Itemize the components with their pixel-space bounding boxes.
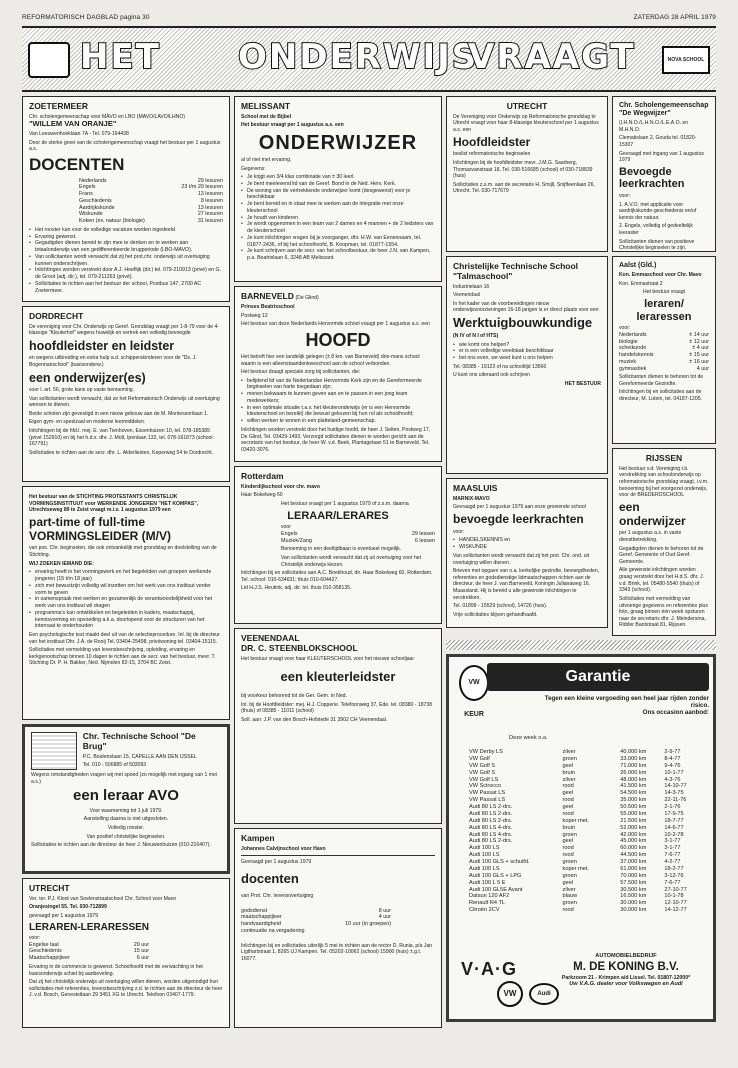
car-row: Audi 80 LS 2-drs. geel 45.000 km 3-1-77 [469, 838, 681, 845]
car-row: VW Scirocco rood 41.500 km 14-10-77 [469, 783, 687, 790]
car-row: VW Golf S geel 71.000 km 9-4-76 [469, 762, 681, 769]
car-row: Audi 80 LS 2-drs. geel 50.500 km 2-1-76 [469, 804, 681, 810]
car-row: Audi 80 LS 2-drs. koper met. 21.500 km 18-7-77 [469, 817, 684, 824]
car-row: Audi 80 LS 2-drs. rood 55.000 km 17-9-75 [469, 810, 684, 817]
ad-capelle: Chr. Technische School "De Brug" P.C. Boutenslaan 15, CAPELLE AAN DEN IJSSEL Tel. 010 - 506885 of 503093 Wegens omstandigheden vragen wij met spoed (zo mogelijk met ingang van 1 mei a.s.) een leraar AVO Voor waarneming tot 1 juli 1979. Aanstelling daarna is niet uitgesloten. Volledig rooster. Van positief christelijke beginselen. Sollicitaties te richten aan de directeur de heer J. Nieuwenhuizen (010-216407). [22, 724, 230, 874]
bullet-list: • Het rooster kan voor de volledige vacature worden ingedeeld • Ervaring gewenst. • Gegadigden dienen bereid te zijn mee te denken en te werken aan totaalonderwijs van een gedifferentieerde brugperiode (LBO-MAVO). • Van sollicitanten wordt verwacht dat zij het prot.chr. onderwijs uit overtuiging kunnen onderschrijven. • Inlichtingen worden verstrekt door A.J. Hoeflijk (dir.) tel. 079-210913 (privé) en G. de Groot (adj. dir.), tel. 079-211263 (privé). • Sollicitaties te richten aan het bestuur der school, Postbus 147, 2700 AC Zoetermeer. [29, 227, 223, 295]
car-list [469, 749, 709, 914]
ad-dordrecht: DORDRECHT De vereniging voor Chr. Onderwijs op Geref. Grondslag vraagt per 1-8-79 voor de 4-klassige "Kleuterhof" wegens huwelijk en vertrek een volledig bevoegde hoofdleidster en leidster en wegens uitbreiding en extra hulp a.d. schipperskinderen voor de "Ds. J. Bogermanschool" (basisonderw.) een onderwijzer(es) voor l. art. 56, grote kans op vaste benoeming. Van sollicitanten wordt verwacht, dat ze het Reformatorisch Onderwijs uit overtuiging wensen te dienen. Beide scholen zijn gevestigd in een nieuw gebouw aan de M. Montessorilaan 1. Eigen gym- en speelzaal en moderne leermiddelen. Inlichtingen bij de hfd.l. mej. E. van Tienhoven, Essenhuizen 10, tel. 078-185385 (privé 152910) en bij het h.d.s. dhr. J. Molt, Ipenlaan 132, tel. 078-161873 (school 167791) Sollicitaties te richten aan de secr. dhr. L. Alderliesten, Keperweg 54 te Dordrecht. [22, 306, 230, 482]
masthead-word-vraagt: VRAAGT [468, 37, 636, 77]
ad-talmaschool: Christelijke Technische School "Talmaschool" Industrielaan 16 Veenendaal In het kader van de voorbereidingen nieuw onderwijsvoorzieningen 16-18 jarigen is er direct plaats voor een Werktuigbouwkundige (N IV of N I of HTS) • wie komt ons helpen? • er is een volledige weektaak beschikbaar • bel ons even, we weet kunt u ons helpen Tel. 08385 - 19123 of na schooltijd 13566 U kunt ons uiteraard ook schrijven HET BESTUUR [446, 256, 608, 474]
vw-keur-logo-icon: VW KEUR [459, 665, 489, 701]
ad-maasluis: MAASLUIS MARNIX-MAVO Gevraagd per 1 augustus 1979 aan onze groeiende school bevoegde leerkrachten voor: • HANDELSKENNIS en • WISKUNDE Van sollicitanten wordt verwacht dat zij het prot. Chr. ond. uit overtuiging willen dienen. Brieven met opgave van o.a. kerkelijke gezindte, bevoegdheden, referenties en godsdienstige lidmaatschappen richten aan de directeur, de heer J. van Barneveld, Koningin Julianaweg 16, Maassland. Hij is bereid u alle gewenste inlichtingen te verstrekken. Tel. 01899 - 15529 (school), 14726 (huis). Vrije sollicitaties blijven gehandhaafd. [446, 478, 608, 628]
ad-wegwijzer: Chr. Scholengemeenschap "De Wegwijzer" (I.H.N.O./L.H.N.O./L.E.A.O. en M.H.N.O. Clematislaan 2, Gouda tel. 01820-15307 Gevraagd met ingang van 1 augustus 1979 Bevoegde leerkrachten voor: 1. A.V.O. met applicatie voor aardrijkskunde-geschiedenis en/of kennis der natuur. 2. Engels, volledig of gedeeltelijk leeraster Sollicitanten dienen van positieve Christelijke beginselen te zijn. [612, 96, 716, 252]
ad-barneveld: BARNEVELD (De Glind) Prinses Beatrixschool Postweg 13 Het bestuur van deze Nederlands Hervormde school vraagt per 1 augustus a.s. een HOOFD Het betreft hier een landelijk gelegen (± 8 km. van Barneveld) drie-mans school waarin is een alleenstaandenkweschool aan de school verbonden. Het bestuur draagt speciale zorg bij sollicitanten, die: • belijdend lid van de Nederlandse Hervormde Kerk zijn en de Gereformeerde beginselen van harte toegedaan zijn; • menen bekwaam te kunnen geven aan en te passen in een jong team medewerkers; • in een optimale situatie t.a.v. het kleuteronderwijs (er is een Hervormde kleuterschool en bereikt) die bewust gekozen bij hun rol als schoolhoofd; • willen werken te wonen in een platteland-gemeenschap. Inlichtingen worden verstrekt door het huidige hoofd, de heer J. Selten, Postweg 17, De Glind, Tel. 03429-1493. Verzorgd sollicitaties dienen te worden gericht aan de secretaris van het bestuur, de heer W. v.d. Beek, Plantagelaan 51 te Barneveld. Tel. 03420-3076. [234, 286, 442, 462]
ad-garage-koning: VW KEUR Garantie Tegen een kleine vergoeding een heel jaar rijden zonder risico. Ons occasion aanbod: Deze week o.a. VW Derby LS zilver 40.000 km 2-9-77 VW Golf groen 33.000 km 8-4-77 VW Golf S geel 71.000 km 9-4-76 VW Golf S bruin 26.000 km 10-1-77 VW Golf LS zilver 48.000 km 4-3-76 VW Scirocco rood 41.500 km 14-10-77 VW Passat LS geel 54.500 km 14-3-75 VW Passat LS rood 35.000 km 22-11-76 Audi 80 LS 2-drs. geel 50.500 km 2-1-76 Audi 80 LS 2-drs. rood 55.000 km 17-9-75 Audi 80 LS 2-drs. koper met. 21.500 km 18-7-77 Audi 80 LS 4-drs. bruin 52.000 km 14-6-77 Audi 80 LS 4-drs. groen 42.000 km 10-2-78 Audi 80 LS 2-drs. geel 45.000 km 3-1-77 Audi 100 LS rood 60.000 km 3-1-77 Audi 100 LS rood 44.500 km 7-6-77 Audi 100 GLS + schuifd. groen 37.000 km 4-2-77 Audi 100 LS koper met. 61.000 km 18-2-77 Audi 100 GLS + LPG groen 70.000 km 3-12-76 Audi 100 L 5 E geel 57.500 km 7-6-77 Audi 100 GL5E Avant zilver 30.500 km 27-10-77 Datsun 120 AF2 blauw 16.500 km 10-1-78 Renault R4 TL groen 30.000 km 12-10-77 Citroën 2CV rood 30.000 km 14-12-77 V·A·G VW Audi AUTOMOBIELBEDRIJF M. DE KONING B.V. Parkzoom 21 - Krimpen a/d Lissel. Tel. 01807-12000* Uw V.A.G. dealer voor Volkswagen en Audi [446, 654, 716, 1022]
car-row: Audi 100 GLS + LPG groen 70.000 km 3-12-76 [469, 872, 684, 879]
ad-kampen: Kampen Johannes Calvijnschool voor Havo Gevraagd per 1 augustus 1979 docenten van Prot. Chr. levensovertuiging godsdienst 8 uur maatschappijleer 4 uur handvaardigheid 10 uur (in groepen) continuatie na vergadering Inlichtingen bij en sollicitaties uiterlijk 5 mei te richten aan de rector D. Runia, p/a Jan Ligthartstraat 1, 8265 UJ Kampen. Tel. 05202-10062 (school) 15900 (huis) ±.g.t. 16077. [234, 828, 442, 1028]
masthead-word-het: HET [80, 37, 161, 77]
car-row: VW Golf LS zilver 48.000 km 4-3-76 [469, 776, 681, 783]
car-row: Audi 100 GL5E Avant zilver 30.500 km 27-10-77 [469, 886, 687, 893]
car-row: VW Passat LS rood 35.000 km 22-11-76 [469, 797, 687, 804]
ad-city: ZOETERMEER [29, 101, 89, 111]
divider-stripe [446, 640, 716, 650]
car-row: VW Derby LS zilver 40.000 km 2-9-77 [469, 749, 681, 755]
ad-utrecht-mavo: UTRECHT Ver. ter. P.J. Kloot van Soelenstraatschool Chr. School voor Mavo Oranjesingel 55. Tel. 030-712899 gevraagd per 1 augustus 1979 LERAREN-LERARESSEN voor: Engelse taal 29 uur Geschiedenis 15 uur Maatschappijleer 6 uur Ervaring in de commercie is gewenst. Schoolhoofd met de verwachting in het basisonderwijs schiet bij aanbeveling. Dat zij het christelijk onderwijs uit overtuiging willen dienen, worden uitgenodigd hun sollicitaties met referenties, levensbeschrijving z.d. te richten aan de directeur de heer J. v.d. Bosch, Genestetlaan 29 3451 XG te Utrecht. Telefoon 03407-1779. [22, 878, 230, 1028]
vw-logo-icon: VW [497, 981, 523, 1007]
car-row: Audi 100 LS rood 44.500 km 7-6-77 [469, 852, 681, 859]
car-row: Citroën 2CV rood 30.000 km 14-12-77 [469, 907, 687, 914]
car-row: Renault R4 TL groen 30.000 km 12-10-77 [469, 900, 687, 907]
scroll-icon [28, 42, 70, 78]
ad-aalst: Aalst (Gld.) Kon. Emmaschool voor Chr. Mavo Kon. Emmastraat 2 Het bestuur vraagt leraren/ leraressen voor: Nederlands ± 14 uur biologie ± 12 uur scheikunde ± 4 uur handelskennis ± 15 uur muziek ± 16 uur gymnastiek 4 uur Sollicitanten dienen te behoren tot de Gereformeerde Gezindte. Inlichtingen bij en sollicitaties aan de directeur, M. Lutein, tel. 04187-1205. [612, 256, 716, 444]
page-header [22, 14, 716, 24]
ad-utrecht-kleuterschool: UTRECHT De Vereniging voor Onderwijs op Reformatorische grondslag te Utrecht vraagt voor haar 8-klassige kleuterschool per 1 augustus a.s. een Hoofdleidster beslist reformatorische beginselen Inlichtingen bij de hoofdleidster mevr. J.M.G. Saarberg, Thomasvanstraat 18, Tel. 030-516685 (school) of 030-718839 (huis) Sollicitaties z.s.m. aan de secretaris H. Smijll, Snijfteenlaan 26, Utrecht. Tel. 030-717679 [446, 96, 608, 252]
school-logo-icon [31, 732, 77, 770]
ad-melissant: MELISSANT School met de Bijbel Het bestuur vraagt per 1 augustus a.s. een ONDERWIJZER al of niet met ervaring. Gegevens: • Je krijgt een 3/4 klas combinatie van ± 30 leerl. • Je bent meelevend lid van de Geref. Bond in de Ned. Herv. Kerk. • De woning van de vertrekkende onderwijzer komt (desgewenst) voor je beschikbaar • Je bent bereid en in staat mee te werken aan de integratie met onze kleuterschool • Je houdt van kinderen • Je wordt opgenomen in een team van 2 dames en 4 mannen + de 2 leidsters van de kleuterschool • Je kunt inlichtingen vragen bij je voorganger, dhr. H.W. van Eenennaam, tel. 01877-2436, of bij het schoolhoofd, B. Koopman, tel. 01877-1554. • Je kunt schrijven aan de secr. van het schoolbestuur, de heer J.N. van Kampen, p.a. Beatrixlaan 6, 3248 AB Melissant. [234, 96, 442, 282]
masthead-word-onderwijs: ONDERWIJS [238, 37, 479, 77]
audi-logo-icon: Audi [529, 983, 559, 1005]
car-row: Audi 100 LS rood 60.000 km 3-1-77 [469, 845, 681, 852]
ad-rijssen: RIJSSEN Het bestuur v.d. Vereniging t.b. verstrekking van schoolonderwijs op reformatorische grondslag vraagt, i.v.m. benoeming bij het voorgezet onderwijs, voor de BREDEROSCHOOL een onderwijzer per 1 augustus a.s. in vaste dienstbetrekking. Gegadigden dienen te behoren tot de Geref. Gemeente of Oud Geref. Gemeente. Alle gewenste inlichtingen worden graag verstrekt door het H.d.S. dhr. J. v.d. Brink, tel. 05480-5540 (thuis) of 3343 (school). Sollicitaties met vermelding van uitvoerige gegevens en referenties plus foto, graag binnen één week opsturen naar de secretaris dhr. J. Meindersma, Ridder Bantstraat 81, Rijssen. [612, 448, 716, 636]
ad-heading: DOCENTEN [29, 154, 125, 174]
vag-logo: V·A·G [461, 959, 517, 979]
car-row: Audi 80 LS 4-drs. bruin 52.000 km 14-6-77 [469, 824, 684, 831]
dealer-block: AUTOMOBIELBEDRIJF M. DE KONING B.V. Parkzoom 21 - Krimpen a/d Lissel. Tel. 01807-12000* Uw V.A.G. dealer voor Volkswagen en Audi [561, 953, 691, 987]
masthead [22, 26, 716, 92]
ad-vormingsinstituut: Het bestuur van de STICHTING PROTESTANTS CHRISTELIJK VORMINGSINSTITUUT voor WERKENDE JONGEREN "HET KOMPAS", Utrechtseweg 89 te Zeist vraagt m.i.v. 1 augustus 1979 een part-time of full-time VORMINGSLEIDER (M/V) van pos. Chr. beginselen, die ook ontvankelijk met grondslag en doelstelling van de Stichting. WIJ ZOEKEN IEMAND DIE: • ervaring heeft in het vormingswerk en het begeleiden van groepen werkende jongeren (15 t/m 18 jaar) • zich met bewustzijn volledig wil inzetten om het werk van ons instituut verder vorm te geven • in samenspraak met werken en gezamenlijk de verantwoordelijkheid voor het werk van ons instituut wil dragen • programma's kan ontwikkelen en begeleiden in kaders, maatschappij, kennisvorming en opvoeding a.k.a. doorlopend voor de structuren van het internaat te onderhouden Een psychologische test maakt deel uit van de selectieprocedure. Inl. bij de directeur van het instituut Dhr. J.A. de Rooij Tel. 03404-25498, privéwoning tel. 03404-15115. Sollicitaties met vermelding van levensbeschrijving, opleiding, ervaring en kerkgenootschap binnen 10 dagen te richten aan de secr. van het bestuur, mevr. T. Stichting Dr. P. H. Bakker, Ned. Nijmolen 82-15, 3704 BC Zeist. [22, 486, 230, 720]
ad-rotterdam-kinderdijk: Rotterdam Kinderdijkschool voor chr. mavo Haar Bokelweg 60 Het bestuur vraagt per 1 augustus 1979 of z.s.m. daarna LERAAR/LERARES voor Engels 29 lessen Muziek/Zang 6 lessen Benoeming in een deeltijdbaan is eventueel mogelijk. Van sollicitanten wordt verwacht dat zij uit overtuiging voor het Christelijk onderwijs kiezen. Inlichtingen bij en sollicitaties aan A.C. Boekhoud, dir. Haar Bokelweg 60, Rotterdam. Tel. school: 010-634631; thuis 010-604427. Lid H.J.S. Heutink, adj. dir. tel. thuis 010-358135. [234, 466, 442, 624]
ad-zoetermeer: ZOETERMEER Chr. scholengemeenschap voor MAVO en LBO (MAVO/LAVO/LHNO) "WILLEM VAN ORANJE" Van Leeuwenhoeklaan 7A - Tel. 079-164438 Door de sterke groei van de scholengemeenschap vraagt het bestuur per 1 augustus a.s. DOCENTEN Nederlands 29 lesuren Engels 23 t/m 29 lesuren Frans 13 lesuren Geschiedenis 8 lesuren Aardrijkskunde 13 lesuren Wiskunde 27 lesuren Koken (ev. natuur (biologie) 31 lesuren • Het rooster kan voor de volledige vacature worden ingedeeld • Ervaring gewenst. • Gegadigden dienen bereid te zijn mee te denken en te werken aan totaalonderwijs van een gedifferentieerde brugperiode (LBO-MAVO). • Van sollicitanten wordt verwacht dat zij het prot.chr. onderwijs uit overtuiging kunnen onderschrijven. • Inlichtingen worden verstrekt door A.J. Hoeflijk (dir.) tel. 079-210913 (privé) en G. de Groot (adj. dir.), tel. 079-211263 (privé). • Sollicitaties te richten aan het bestuur der school, Postbus 147, 2700 AC Zoetermeer. [22, 96, 230, 302]
car-row: VW Passat LS geel 54.500 km 14-3-75 [469, 790, 684, 797]
garantie-banner: Garantie [487, 663, 709, 691]
subject-list: Nederlands 29 lesuren Engels 23 t/m 29 lesuren Frans 13 lesuren Geschiedenis 8 lesuren Aardrijkskunde 13 lesuren Wiskunde 27 lesuren Koken (ev. natuur (biologie) 31 lesuren [79, 177, 223, 225]
car-row: Audi 80 LS 4-drs. groen 42.000 km 10-2-78 [469, 831, 684, 838]
masthead-badge: NOVA SCHOOL [662, 46, 710, 74]
car-row: Audi 100 L 5 E geel 57.500 km 7-6-77 [469, 879, 681, 886]
car-row: Audi 100 LS koper met. 61.000 km 18-2-77 [469, 865, 684, 872]
car-row: Audi 100 GLS + schuifd. groen 37.000 km 4-2-77 [469, 859, 681, 865]
header-right: ZATERDAG 28 APRIL 1979 [633, 14, 716, 21]
ad-veenendaal: VEENENDAAL DR. C. STEENBLOKSCHOOL Het bestuur vraagt voor haar KLEUTERSCHOOL voor het nieuwe schooljaar een kleuterleidster bij voorkeur behorend tot de Ger. Gem. in Ned. Inl. bij de Hoofdleidster: mej. H.J. Copperie. Telefoonweg 37, Ede. tel. 08380 - 18738 (thuis) of 08385 - 11011 (school) Soll. aan: J.P. van den Bosch-Hofstede 31 3902 CH Veenendaal. [234, 628, 442, 824]
car-row: VW Golf groen 33.000 km 8-4-77 [469, 755, 681, 762]
car-row: VW Golf S bruin 26.000 km 10-1-77 [469, 769, 684, 776]
car-row: Datsun 120 AF2 blauw 16.500 km 10-1-78 [469, 893, 684, 900]
header-left: REFORMATORISCH DAGBLAD pagina 30 [22, 14, 150, 21]
